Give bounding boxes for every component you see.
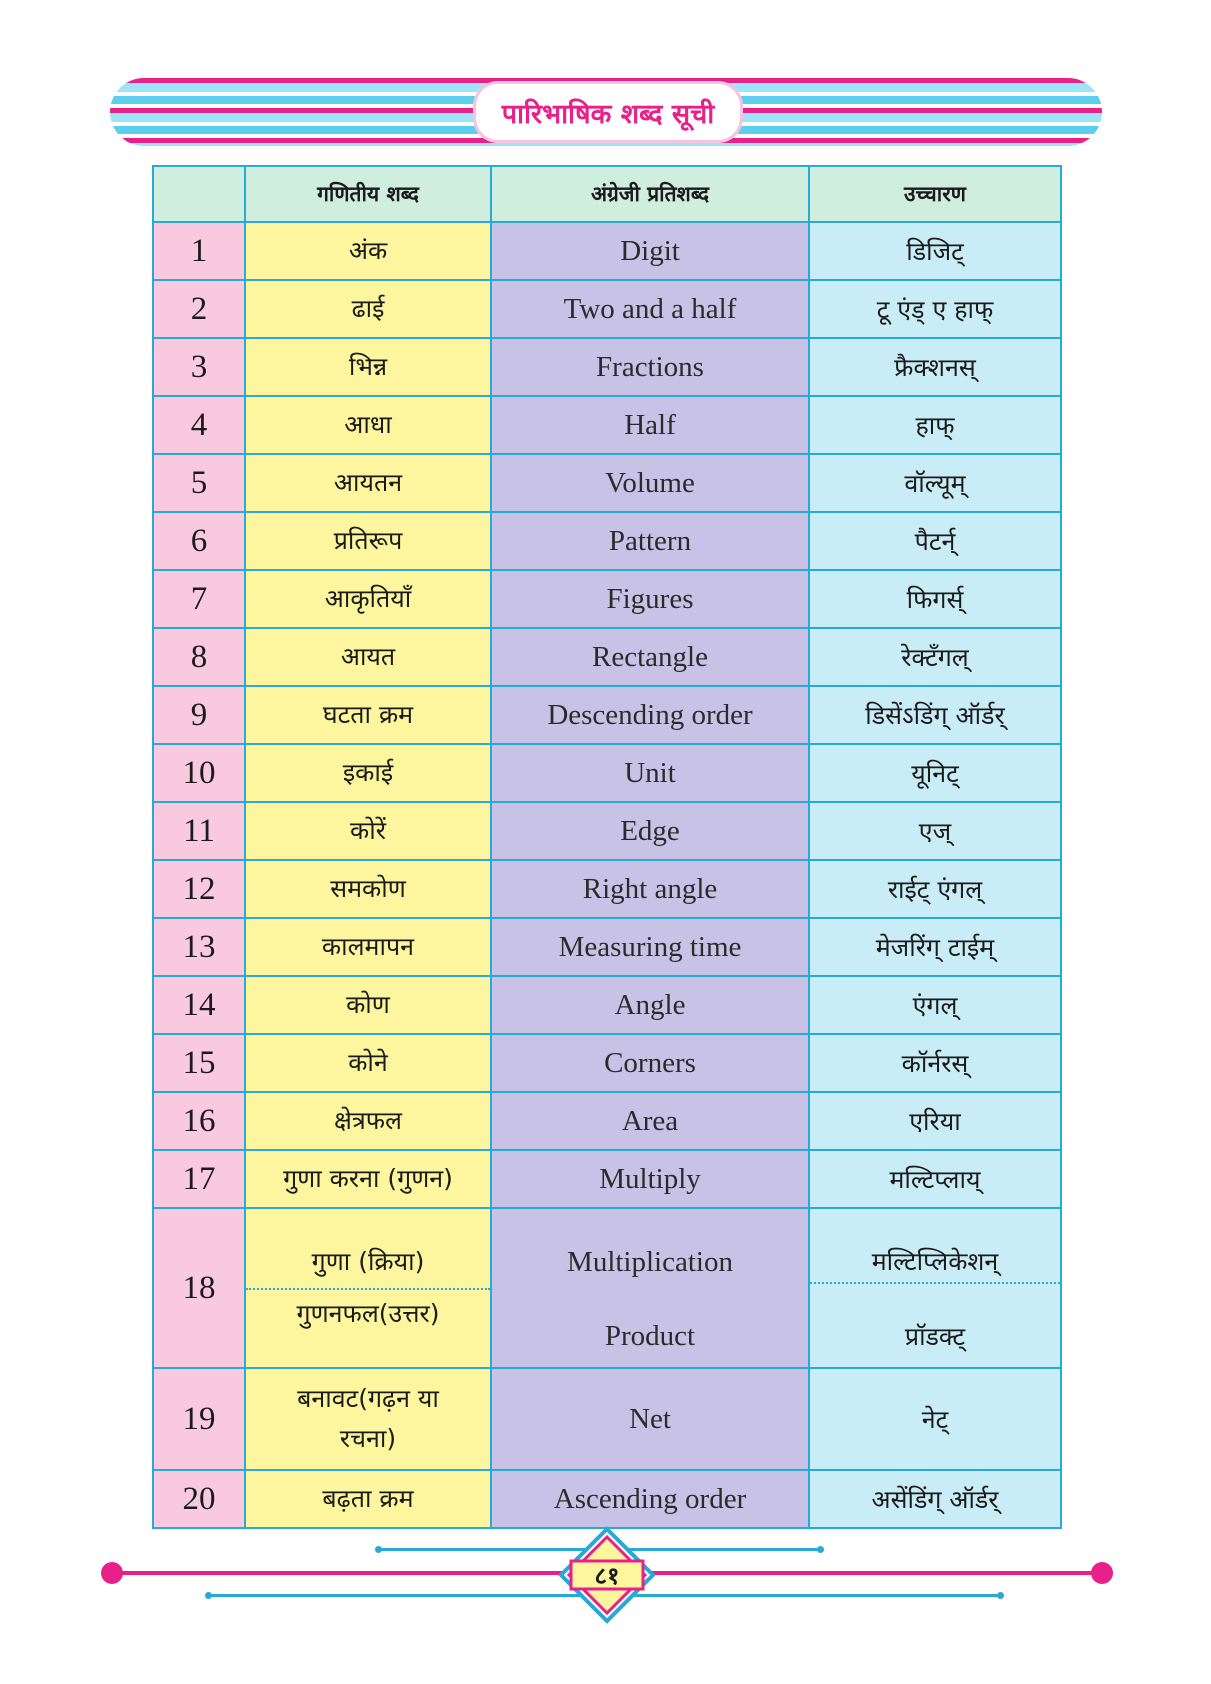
english-term: Ascending order [491, 1470, 809, 1528]
english-term: Digit [491, 222, 809, 280]
pronunciation: एरिया [809, 1092, 1061, 1150]
row-number: 9 [153, 686, 245, 744]
pronunciation: असेंडिंग् ऑर्डर् [809, 1470, 1061, 1528]
pronunciation: टू एंड् ए हाफ् [809, 280, 1061, 338]
hindi-term: आकृतियाँ [245, 570, 491, 628]
table-row [153, 222, 1061, 280]
english-term: Measuring time [491, 918, 809, 976]
hindi-term: घटता क्रम [245, 686, 491, 744]
row-number: 6 [153, 512, 245, 570]
row-number: 16 [153, 1092, 245, 1150]
hindi-term: इकाई [245, 744, 491, 802]
row-number: 4 [153, 396, 245, 454]
row-number: 17 [153, 1150, 245, 1208]
row-number: 18 [153, 1208, 245, 1368]
row-number: 7 [153, 570, 245, 628]
hindi-term-line: बनावट(गढ़न या [297, 1384, 439, 1413]
column-header-english-term: अंग्रेजी प्रतिशब्द [491, 166, 809, 222]
table-row [153, 1368, 1061, 1470]
row-number: 14 [153, 976, 245, 1034]
table-row [153, 512, 1061, 570]
english-term: Pattern [491, 512, 809, 570]
english-term: Volume [491, 454, 809, 512]
hindi-term: गुणा करना (गुणन) [245, 1150, 491, 1208]
hindi-term: आयत [245, 628, 491, 686]
table-header-row [153, 166, 1061, 222]
footer-thin-dot [997, 1592, 1004, 1599]
table-row [153, 280, 1061, 338]
hindi-term: आयतन [245, 454, 491, 512]
pronunciation: मल्टिप्लाय् [809, 1150, 1061, 1208]
english-term: Descending order [491, 686, 809, 744]
table-row [153, 338, 1061, 396]
footer-dot-right [1091, 1562, 1113, 1584]
hindi-term: प्रतिरूप [245, 512, 491, 570]
pronunciation: राईट् एंगल् [809, 860, 1061, 918]
english-term: Two and a half [491, 280, 809, 338]
table-row [153, 1092, 1061, 1150]
table-row [153, 570, 1061, 628]
english-term: Figures [491, 570, 809, 628]
table-row [153, 628, 1061, 686]
row-number: 15 [153, 1034, 245, 1092]
table-row [153, 918, 1061, 976]
pronunciation: यूनिट् [809, 744, 1061, 802]
hindi-term: कोण [245, 976, 491, 1034]
pronunciation: पैटर्न् [809, 512, 1061, 570]
hindi-term: आधा [245, 396, 491, 454]
table-row [153, 1470, 1061, 1528]
english-term: Edge [491, 802, 809, 860]
hindi-term: गुणनफल(उत्तर) [296, 1299, 440, 1328]
pronunciation: प्रॉडक्ट् [904, 1322, 966, 1351]
pronunciation: एज् [809, 802, 1061, 860]
english-term: Multiply [491, 1150, 809, 1208]
table-row [153, 1034, 1061, 1092]
table-row [153, 686, 1061, 744]
pronunciation: वॉल्यूम् [809, 454, 1061, 512]
table-row [153, 454, 1061, 512]
row-number: 10 [153, 744, 245, 802]
pronunciation: हाफ् [809, 396, 1061, 454]
english-term: Area [491, 1092, 809, 1150]
column-header-pronunciation: उच्चारण [809, 166, 1061, 222]
hindi-term: क्षेत्रफल [245, 1092, 491, 1150]
footer-thin-dot [817, 1546, 824, 1553]
glossary-table [152, 165, 1062, 1529]
table-row [153, 1150, 1061, 1208]
table-row [153, 396, 1061, 454]
footer-dot-left [101, 1562, 123, 1584]
english-term: Net [491, 1368, 809, 1470]
hindi-term: अंक [245, 222, 491, 280]
english-term: Unit [491, 744, 809, 802]
row-number: 11 [153, 802, 245, 860]
row-number: 8 [153, 628, 245, 686]
english-term: Fractions [491, 338, 809, 396]
hindi-term-line: रचना) [339, 1424, 397, 1453]
footer-thin-dot [375, 1546, 382, 1553]
hindi-term: गुणा (क्रिया) [246, 1209, 490, 1290]
table-row [153, 744, 1061, 802]
english-term: Half [491, 396, 809, 454]
pronunciation: एंगल् [809, 976, 1061, 1034]
row-number: 2 [153, 280, 245, 338]
pronunciation: रेक्टँगल् [809, 628, 1061, 686]
hindi-term: समकोण [245, 860, 491, 918]
english-term: Multiplication [567, 1246, 733, 1278]
page-title: पारिभाषिक शब्द सूची [476, 84, 740, 140]
hindi-term: भिन्न [245, 338, 491, 396]
pronunciation-cell [809, 1208, 1061, 1368]
pronunciation: डिसेंऽडिंग् ऑर्डर् [809, 686, 1061, 744]
hindi-term [245, 1368, 491, 1470]
pronunciation: फ्रैक्शनस् [809, 338, 1061, 396]
english-term: Right angle [491, 860, 809, 918]
pronunciation: मल्टिप्लिकेशन् [810, 1209, 1060, 1284]
hindi-term-cell [245, 1208, 491, 1368]
page-number: ८१ [594, 1561, 620, 1590]
pronunciation: कॉर्नरस् [809, 1034, 1061, 1092]
hindi-term: कोरें [245, 802, 491, 860]
table-body [153, 222, 1061, 1528]
english-term: Corners [491, 1034, 809, 1092]
row-number: 12 [153, 860, 245, 918]
english-term: Angle [491, 976, 809, 1034]
table-row [153, 1208, 1061, 1368]
row-number: 3 [153, 338, 245, 396]
english-term: Product [604, 1320, 696, 1352]
hindi-term: ढाई [245, 280, 491, 338]
pronunciation: फिगर्स् [809, 570, 1061, 628]
table-row [153, 802, 1061, 860]
column-header-hindi-term: गणितीय शब्द [245, 166, 491, 222]
row-number: 13 [153, 918, 245, 976]
hindi-term: कालमापन [245, 918, 491, 976]
row-number: 20 [153, 1470, 245, 1528]
table-row [153, 976, 1061, 1034]
hindi-term: बढ़ता क्रम [245, 1470, 491, 1528]
row-number: 1 [153, 222, 245, 280]
english-term-cell [491, 1208, 809, 1368]
column-header-number [153, 166, 245, 222]
pronunciation: नेट् [809, 1368, 1061, 1470]
row-number: 19 [153, 1368, 245, 1470]
row-number: 5 [153, 454, 245, 512]
pronunciation: मेजरिंग् टाईम् [809, 918, 1061, 976]
table-row [153, 860, 1061, 918]
pronunciation: डिजिट् [809, 222, 1061, 280]
english-term: Rectangle [491, 628, 809, 686]
footer-thin-dot [205, 1592, 212, 1599]
hindi-term: कोने [245, 1034, 491, 1092]
